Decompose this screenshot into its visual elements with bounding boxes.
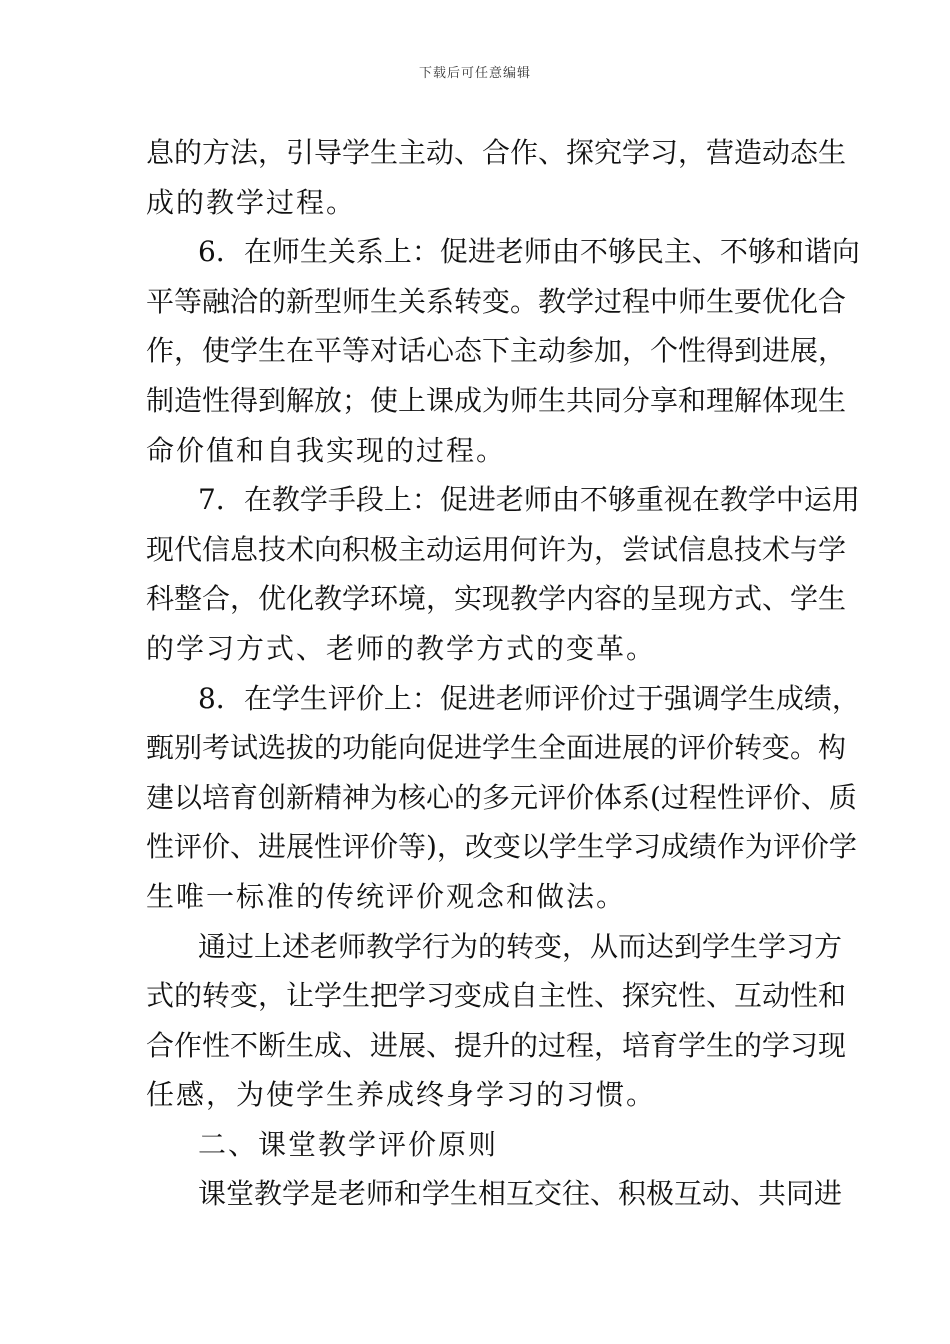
- text-line: 平等融洽的新型师生关系转变。教学过程中师生要优化合: [146, 284, 847, 318]
- text-line: 息的方法，引导学生主动、合作、探究学习，营造动态生: [146, 136, 847, 169]
- text-line: 8．在学生评价上：促进老师评价过于强调学生成绩，: [198, 681, 860, 715]
- text-line: 性评价、进展性评价等)，改变以学生学习成绩作为评价学: [146, 830, 857, 864]
- text-line: 建以培育创新精神为核心的多元评价体系(过程性评价、质: [146, 780, 857, 814]
- text-line: 通过上述老师教学行为的转变，从而达到学生学习方: [198, 929, 843, 963]
- text-line: 甄别考试选拔的功能向促进学生全面进展的评价转变。构: [146, 731, 847, 765]
- text-line: 课堂教学是老师和学生相互交往、积极互动、共同进: [198, 1177, 843, 1211]
- text-line: 命价值和自我实现的过程。: [146, 433, 507, 467]
- text-line: 生唯一标准的传统评价观念和做法。: [146, 879, 627, 913]
- text-line: 现代信息技术向积极主动运用何许为，尝试信息技术与学: [146, 532, 847, 566]
- text-line: 科整合，优化教学环境，实现教学内容的呈现方式、学生: [146, 582, 847, 616]
- text-line: 式的转变，让学生把学习变成自主性、探究性、互动性和: [146, 979, 847, 1013]
- text-line: 7．在教学手段上：促进老师由不够重视在教学中运用: [198, 483, 860, 517]
- text-line: 6．在师生关系上：促进老师由不够民主、不够和谐向: [198, 235, 860, 269]
- text-line: 合作性不断生成、进展、提升的过程，培育学生的学习现: [146, 1028, 847, 1062]
- text-line: 作，使学生在平等对话心态下主动参加，个性得到进展，: [146, 334, 847, 368]
- text-line: 任感，为使学生养成终身学习的习惯。: [146, 1078, 657, 1112]
- section-heading: 二、课堂教学评价原则: [198, 1127, 499, 1161]
- text-line: 成的教学过程。: [146, 185, 357, 219]
- document-body: [146, 128, 860, 1219]
- text-line: 制造性得到解放；使上课成为师生共同分享和理解体现生: [146, 383, 847, 417]
- text-line: 的学习方式、老师的教学方式的变革。: [146, 631, 657, 665]
- page-header: 下载后可任意编辑: [418, 66, 531, 81]
